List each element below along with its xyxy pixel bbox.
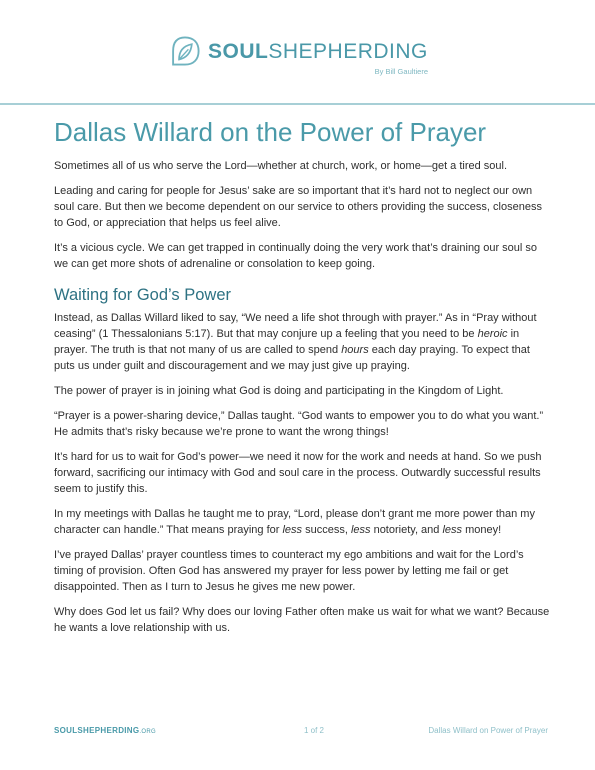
paragraph-3: It’s a vicious cycle. We can get trapped in continually doing the very work that’s draining our soul so we can get more shots of adrenaline or consolation to keep going. [54,241,538,270]
page-footer [54,726,548,740]
section-heading: Waiting for God’s Power [54,285,231,304]
p8-emphasis-1: less [282,523,303,536]
footer-title: Dallas Willard on Power of Prayer [428,726,548,735]
brand-name [208,41,428,62]
paragraph-6: “Prayer is a power-sharing device,” Dallas taught. “God wants to empower you to do what you want.” He admits that’s risky because we’re prone to want the wrong things! [54,409,544,438]
paragraph-2: Leading and caring for people for Jesus’ sake are so important that it’s hard not to neglect our own soul care. But then we become dependent on our service to others providing the success, closeness to God, or appreciation that helps us feel alive. [54,184,542,229]
p4-emphasis-heroic: heroic [477,327,508,340]
brand-light: SHEPHERDING [268,39,428,63]
footer-site-name: SOULSHEPHERDING [54,726,140,735]
p8-part-d: money! [462,523,502,536]
page-title: Dallas Willard on the Power of Prayer [54,117,487,147]
p4-part-c: each day praying. To expect that puts us under guilt and discouragement and we may just give up praying. [54,343,530,372]
page-number: 1 of 2 [303,726,324,735]
paragraph-9: I’ve prayed Dallas’ prayer countless times to counteract my ego ambitions and wait for the Lord’s timing of provision. Often God has answered my prayer for less power by letting me fail or get disappointed. Then as I turn to Jesus he gives me new power. [54,548,524,593]
p8-part-b: success, [302,523,351,536]
paragraph-5: The power of prayer is in joining what God is doing and participating in the Kingdom of Light. [54,384,504,397]
p8-emphasis-2: less [350,523,371,536]
footer-site-tld: .ORG [139,729,156,735]
byline: By Bill Gaultiere [374,67,428,76]
p4-emphasis-hours: hours [341,343,369,356]
logo [168,34,428,68]
header-rule [0,103,595,105]
paragraph-4 [54,310,550,374]
leaf-logo-icon [168,34,202,68]
page-header [0,0,595,103]
paragraph-1: Sometimes all of us who serve the Lord—whether at church, work, or home—get a tired soul. [54,159,508,172]
p8-part-c: notoriety, and [370,523,443,536]
brand-bold: SOUL [208,39,269,63]
footer-site-link[interactable] [54,726,156,735]
paragraph-7: It’s hard for us to wait for God’s power—we need it now for the work and needs at hand. So we push forward, sacrificing our intimacy with God and soul care in the process. Outwardly successful results seem to justify this. [54,450,542,495]
article-body [54,118,550,645]
paragraph-10: Why does God let us fail? Why does our loving Father often make us wait for what we want? Because he wants a love relationship with us. [54,605,550,634]
p8-emphasis-3: less [442,523,463,536]
p8-part-a: In my meetings with Dallas he taught me to pray, “Lord, please don’t grant me more power than my character can handle.” That means praying for [54,507,535,536]
paragraph-8 [54,506,550,538]
p4-part-b: in prayer. The truth is that not many of us are called to spend [54,327,520,356]
p4-part-a: Instead, as Dallas Willard liked to say, “We need a life shot through with prayer.” As in “Pray without ceasing” (1 Thessalonians 5:17). But that may conjure up a feeling that you need to be [54,311,537,340]
